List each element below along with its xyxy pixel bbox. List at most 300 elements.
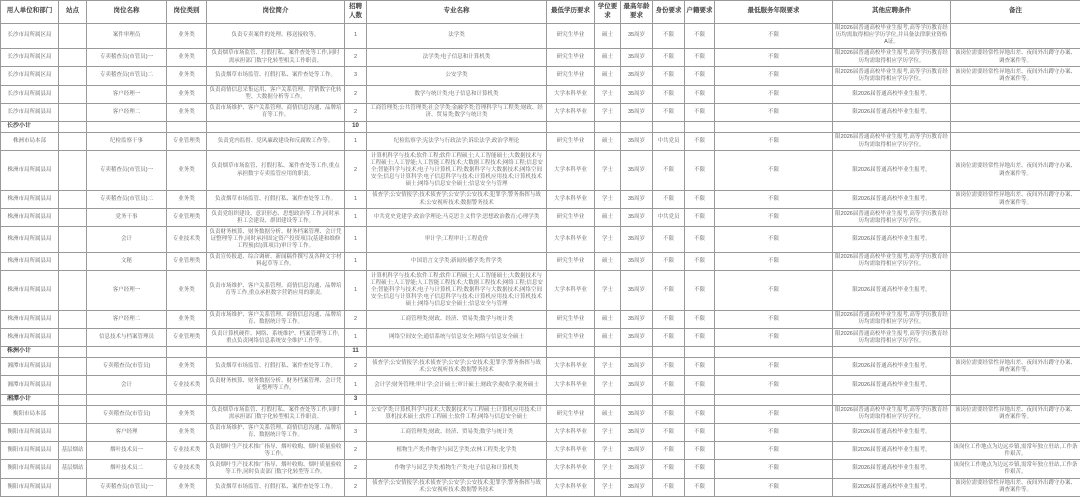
cell-min_education: 研究生毕业 [547, 132, 595, 150]
cell-hukou: 不限 [685, 151, 715, 191]
cell-position: 专卖稽查员(市管员) [87, 358, 167, 376]
cell-max_age: 35周岁 [621, 252, 653, 270]
cell-category: 专业技术类 [167, 460, 207, 478]
cell-category: 业务类 [167, 190, 207, 208]
cell-remarks [951, 132, 1080, 150]
table-row [1, 209, 1080, 227]
cell-hukou: 不限 [685, 67, 715, 85]
cell-majors: 作物学与园艺学类;植物生产类;电子信息和计算机类 [367, 460, 547, 478]
cell-majors: 侦查学;公安情报学;技术侦查学;公安学;公安技术;犯罪学;警务指挥与战术;公安视听技术;数据警务技术 [367, 358, 547, 376]
cell-min_service [715, 122, 833, 133]
cell-station [59, 358, 87, 376]
cell-station [59, 405, 87, 423]
cell-max_age: 35周岁 [621, 271, 653, 311]
cell-category: 业务类 [167, 358, 207, 376]
cell-max_age: 35周岁 [621, 190, 653, 208]
cell-other_conditions: 限2026届普通高校毕业生报考。 [833, 227, 951, 252]
cell-majors: 公安学类;计算机科学与技术;大数据技术与工程硕士;计算机应用技术;计算机技术硕士;软件工程硕士;软件工程;网络与信息安全硕士 [367, 405, 547, 423]
cell-category: 业务类 [167, 67, 207, 85]
cell-degree: 硕士 [595, 132, 621, 150]
cell-category: 专业技术类 [167, 442, 207, 460]
cell-majors: 工商管理类;公共管理类;社会学类;金融学类;管理科学与工程类;财政、经济、贸易类;数学与统计类 [367, 103, 547, 121]
cell-count: 10 [345, 122, 367, 133]
cell-remarks: 该岗位需要经常性异地出差、夜间外出蹲守办案、调查案件等。 [951, 405, 1080, 423]
col-header-majors: 专业名称 [367, 1, 547, 24]
cell-category: 专业管理类 [167, 132, 207, 150]
cell-station [59, 227, 87, 252]
cell-count: 1 [345, 376, 367, 394]
cell-position: 会计 [87, 227, 167, 252]
cell-degree [595, 122, 621, 133]
cell-position: 案件审理员 [87, 23, 167, 48]
cell-remarks [951, 252, 1080, 270]
cell-position [87, 347, 167, 358]
cell-remarks [951, 103, 1080, 121]
cell-min_education [547, 347, 595, 358]
cell-count: 3 [345, 394, 367, 405]
cell-intro: 负责党组织建设、意识形态、思想政治等工作,同时承担工会建设、群团建设等工作。 [207, 209, 345, 227]
cell-min_service: 不限 [715, 271, 833, 311]
cell-min_service: 不限 [715, 85, 833, 103]
cell-other_conditions: 限2026届普通高校毕业生报考。 [833, 442, 951, 460]
cell-min_education: 大学本科毕业 [547, 227, 595, 252]
cell-other_conditions: 限2026届普通高校毕业生报考。 [833, 376, 951, 394]
cell-other_conditions: 限2026届普通高校毕业生报考。 [833, 271, 951, 311]
cell-count: 2 [345, 478, 367, 496]
cell-other_conditions: 限2026届普通高校毕业生报考,高等学历教育经历均需取得相应学历学位。 [833, 67, 951, 85]
cell-degree: 硕士 [595, 405, 621, 423]
cell-identity: 不限 [653, 358, 685, 376]
cell-max_age: 35周岁 [621, 358, 653, 376]
cell-position: 信息技术与档案管理员 [87, 329, 167, 347]
cell-unit: 湘潭市局所属县局 [1, 376, 59, 394]
cell-identity: 不限 [653, 67, 685, 85]
cell-hukou: 不限 [685, 358, 715, 376]
cell-min_service: 不限 [715, 209, 833, 227]
cell-identity: 中共党员 [653, 209, 685, 227]
cell-unit: 长沙市局所属区局 [1, 48, 59, 66]
cell-category: 业务类 [167, 151, 207, 191]
cell-position: 专卖稽查员(市管员) [87, 405, 167, 423]
cell-station [59, 329, 87, 347]
cell-intro: 负责烟草市场监管、打假打私、案件查处等工作,同时需承担部门数字化转型相关工作职责。 [207, 405, 345, 423]
cell-majors: 公安学类 [367, 67, 547, 85]
cell-station [59, 271, 87, 311]
cell-remarks: 该岗位需要经常性异地出差、夜间外出蹲守办案、调查案件等。 [951, 478, 1080, 496]
cell-min_education: 研究生毕业 [547, 329, 595, 347]
cell-majors: 中共党史党建学;政治学理论;马克思主义哲学;思想政治教育;心理学类 [367, 209, 547, 227]
cell-min_service: 不限 [715, 376, 833, 394]
cell-degree: 学士 [595, 442, 621, 460]
cell-intro: 负责商情信息采集运用、客户关系管理、营销数字化转型、大数据分析等工作。 [207, 85, 345, 103]
cell-intro: 负责烟草市场监管、打假打私、案件查处等工作。 [207, 190, 345, 208]
cell-max_age: 35周岁 [621, 405, 653, 423]
cell-unit: 株洲市局本部 [1, 132, 59, 150]
cell-degree [595, 394, 621, 405]
col-header-count: 招聘人数 [345, 1, 367, 24]
cell-position: 客户经理一 [87, 271, 167, 311]
cell-intro [207, 394, 345, 405]
cell-position: 党务干事 [87, 209, 167, 227]
cell-hukou: 不限 [685, 460, 715, 478]
cell-max_age: 35周岁 [621, 103, 653, 121]
col-header-identity: 身份要求 [653, 1, 685, 24]
cell-majors: 计算机科学与技术;软件工程;软件工程硕士;人工智能硕士;大数据技术与工程硕士;人工智能;人工智能工程技术;大数据工程技术;网络工程;信息安全;智能科学与技术;电子与计算机工程;数据科学与大数据技术;网络空间安全;信息与计算科学;电子信息科学与技术;计算机应用技术;计算机技术硕士;网络与信息安全硕士;信息安全与管理 [367, 151, 547, 191]
cell-category: 业务类 [167, 271, 207, 311]
table-row [1, 376, 1080, 394]
cell-min_education: 研究生毕业 [547, 252, 595, 270]
cell-identity: 不限 [653, 48, 685, 66]
cell-max_age: 35周岁 [621, 23, 653, 48]
cell-degree: 硕士 [595, 209, 621, 227]
cell-min_education: 大学本科毕业 [547, 460, 595, 478]
cell-degree: 学士 [595, 151, 621, 191]
cell-unit: 湘潭市局所属县局 [1, 358, 59, 376]
cell-unit: 长沙市局所属区局 [1, 67, 59, 85]
cell-unit: 衡阳市局本部 [1, 405, 59, 423]
cell-intro: 负责财务核算、财务数据分析、财务档案管理、会计凭证整理等工作。 [207, 376, 345, 394]
cell-min_education: 大学本科毕业 [547, 442, 595, 460]
cell-degree: 硕士 [595, 329, 621, 347]
cell-min_service: 不限 [715, 405, 833, 423]
cell-hukou: 不限 [685, 48, 715, 66]
cell-station [59, 132, 87, 150]
cell-station [59, 103, 87, 121]
table-row [1, 329, 1080, 347]
cell-unit: 湘潭小计 [1, 394, 59, 405]
cell-count: 1 [345, 132, 367, 150]
cell-other_conditions: 限2026届普通高校毕业生报考,高等学历教育经历均需取得相应学历学位。 [833, 48, 951, 66]
col-header-position: 岗位名称 [87, 1, 167, 24]
cell-position: 纪检监察干事 [87, 132, 167, 150]
cell-remarks [951, 122, 1080, 133]
cell-count: 1 [345, 329, 367, 347]
col-header-remarks: 备注 [951, 1, 1080, 24]
cell-hukou: 不限 [685, 271, 715, 311]
cell-remarks [951, 310, 1080, 328]
cell-intro: 负责市场维护、客户关系管理、商情信息沟通、品牌培育等工作。 [207, 103, 345, 121]
cell-min_service: 不限 [715, 132, 833, 150]
cell-hukou: 不限 [685, 405, 715, 423]
cell-majors: 工商管理类;财政、经济、贸易类;数学与统计类 [367, 423, 547, 441]
cell-intro: 负责市场维护、客户关系管理、商情信息沟通、品牌培育等工作,重点承担数字营销应用的职责。 [207, 271, 345, 311]
cell-intro: 负责烟叶生产技术推广指导、烟叶收购、烟叶质量验收等工作。 [207, 442, 345, 460]
cell-count: 2 [345, 442, 367, 460]
cell-unit: 株洲市局所属县局 [1, 310, 59, 328]
cell-identity: 不限 [653, 85, 685, 103]
cell-max_age: 35周岁 [621, 442, 653, 460]
cell-intro: 负责党内监督、党风廉政建设和反腐败工作等。 [207, 132, 345, 150]
cell-min_service: 不限 [715, 48, 833, 66]
cell-remarks [951, 227, 1080, 252]
cell-identity: 不限 [653, 310, 685, 328]
cell-count: 3 [345, 67, 367, 85]
cell-count: 1 [345, 209, 367, 227]
cell-hukou: 不限 [685, 376, 715, 394]
col-header-other-conditions: 其他应聘条件 [833, 1, 951, 24]
cell-min_service: 不限 [715, 358, 833, 376]
cell-unit: 株洲市局所属县局 [1, 329, 59, 347]
col-header-degree: 学位要求 [595, 1, 621, 24]
cell-intro: 负责宣传报道、综合调研、新闻稿件撰写及各种文字材料起草等工作。 [207, 252, 345, 270]
cell-intro: 负责烟草市场监管、打假打私、案件查处等工作。 [207, 478, 345, 496]
cell-max_age: 35周岁 [621, 85, 653, 103]
col-header-max-age: 最高年龄要求 [621, 1, 653, 24]
cell-count: 11 [345, 347, 367, 358]
cell-identity: 不限 [653, 460, 685, 478]
cell-category [167, 122, 207, 133]
table-row [1, 23, 1080, 48]
cell-majors: 纪检监察学;宪法学与行政法学;诉讼法学;政治学理论 [367, 132, 547, 150]
cell-degree: 硕士 [595, 48, 621, 66]
cell-intro: 负责烟草市场监管、打假打私、案件查处等工作。 [207, 358, 345, 376]
table-row [1, 227, 1080, 252]
cell-min_education [547, 394, 595, 405]
cell-position: 客户经理二 [87, 103, 167, 121]
cell-min_education: 大学本科毕业 [547, 376, 595, 394]
cell-remarks [951, 376, 1080, 394]
col-header-hukou: 户籍要求 [685, 1, 715, 24]
cell-identity [653, 394, 685, 405]
cell-min_education: 大学本科毕业 [547, 85, 595, 103]
cell-category: 业务类 [167, 23, 207, 48]
cell-other_conditions: 限2026届普通高校毕业生报考。 [833, 151, 951, 191]
cell-hukou: 不限 [685, 227, 715, 252]
cell-min_service: 不限 [715, 478, 833, 496]
col-header-station: 站点 [59, 1, 87, 24]
cell-remarks [951, 23, 1080, 48]
cell-position: 专卖稽查员(市管员)二 [87, 67, 167, 85]
cell-identity: 不限 [653, 271, 685, 311]
cell-other_conditions: 限2026届普通高校毕业生报考。 [833, 358, 951, 376]
col-header-unit: 用人单位和部门 [1, 1, 59, 24]
cell-max_age: 35周岁 [621, 48, 653, 66]
cell-degree: 学士 [595, 271, 621, 311]
cell-count: 2 [345, 48, 367, 66]
cell-remarks [951, 423, 1080, 441]
cell-degree: 学士 [595, 460, 621, 478]
cell-unit: 长沙市局所属县局 [1, 85, 59, 103]
cell-degree: 学士 [595, 103, 621, 121]
table-row [1, 103, 1080, 121]
cell-intro: 负责市场维护、客户关系管理、商情信息沟通、品牌培育、数据统计等工作。 [207, 310, 345, 328]
cell-majors: 数学与统计类;电子信息和计算机类 [367, 85, 547, 103]
cell-min_service: 不限 [715, 252, 833, 270]
cell-station [59, 478, 87, 496]
cell-hukou: 不限 [685, 190, 715, 208]
cell-min_service: 不限 [715, 151, 833, 191]
cell-degree: 硕士 [595, 67, 621, 85]
cell-majors [367, 122, 547, 133]
cell-majors: 侦查学;公安情报学;技术侦查学;公安学;公安技术;犯罪学;警务指挥与战术;公安视听技术;数据警务技术 [367, 478, 547, 496]
cell-identity: 不限 [653, 252, 685, 270]
cell-max_age: 35周岁 [621, 209, 653, 227]
cell-remarks: 该岗位需要经常性异地出差、夜间外出蹲守办案、调查案件等。 [951, 48, 1080, 66]
cell-min_education: 大学本科毕业 [547, 478, 595, 496]
cell-degree: 学士 [595, 423, 621, 441]
cell-hukou: 不限 [685, 423, 715, 441]
cell-degree: 学士 [595, 227, 621, 252]
cell-category [167, 347, 207, 358]
cell-degree: 硕士 [595, 310, 621, 328]
table-row [1, 478, 1080, 496]
cell-identity: 中共党员 [653, 132, 685, 150]
cell-degree: 学士 [595, 478, 621, 496]
cell-other_conditions: 限2026届普通高校毕业生报考,高等学历教育经历均需取得相应学历学位。 [833, 405, 951, 423]
cell-identity [653, 122, 685, 133]
cell-max_age: 35周岁 [621, 478, 653, 496]
cell-other_conditions: 限2026届普通高校毕业生报考,高等学历教育经历均需取得相应学历学位,并具备法律职业资格A证。 [833, 23, 951, 48]
cell-min_service [715, 394, 833, 405]
cell-identity: 不限 [653, 442, 685, 460]
cell-station [59, 85, 87, 103]
cell-remarks: 该岗位需要经常性异地出差、夜间外出蹲守办案、调查案件等。 [951, 358, 1080, 376]
cell-station [59, 423, 87, 441]
cell-station [59, 209, 87, 227]
cell-position: 专卖稽查员(市管员)一 [87, 151, 167, 191]
table-row [1, 358, 1080, 376]
cell-min_service: 不限 [715, 423, 833, 441]
cell-hukou: 不限 [685, 209, 715, 227]
cell-hukou [685, 122, 715, 133]
cell-hukou: 不限 [685, 329, 715, 347]
cell-remarks [951, 271, 1080, 311]
cell-unit: 长沙小计 [1, 122, 59, 133]
cell-min_education: 大学本科毕业 [547, 190, 595, 208]
table-row [1, 151, 1080, 191]
cell-intro: 负责计算机硬件、网络、系统维护、档案管理等工作,重点负责网络信息系统安全维护工作等。 [207, 329, 345, 347]
cell-remarks: 该岗位需要经常性异地出差、夜间外出蹲守办案、调查案件等。 [951, 190, 1080, 208]
cell-intro: 负责烟叶生产技术推广指导、烟叶收购、烟叶质量验收等工作,同时负责部门数字化转型等工作。 [207, 460, 345, 478]
cell-identity [653, 347, 685, 358]
subtotal-row [1, 122, 1080, 133]
subtotal-row [1, 394, 1080, 405]
cell-other_conditions: 限2026届普通高校毕业生报考,高等学历教育经历均需取得相应学历学位。 [833, 132, 951, 150]
cell-unit: 株洲市局所属县局 [1, 252, 59, 270]
cell-unit: 衡阳市局所属县局 [1, 460, 59, 478]
cell-identity: 不限 [653, 190, 685, 208]
table-row [1, 85, 1080, 103]
cell-min_service: 不限 [715, 442, 833, 460]
cell-min_education: 研究生毕业 [547, 310, 595, 328]
cell-count: 2 [345, 103, 367, 121]
cell-category [167, 394, 207, 405]
cell-hukou: 不限 [685, 310, 715, 328]
cell-intro: 负责专卖案件的处理、移送接收等。 [207, 23, 345, 48]
cell-remarks [951, 85, 1080, 103]
cell-count: 1 [345, 271, 367, 311]
cell-majors: 会计学;财务管理;审计学;会计硕士;审计硕士;财政学;税收学;税务硕士 [367, 376, 547, 394]
cell-degree: 学士 [595, 85, 621, 103]
cell-count: 3 [345, 423, 367, 441]
cell-majors: 植物生产类;作物学与园艺学类;农林工程类;化学类 [367, 442, 547, 460]
cell-count: 2 [345, 460, 367, 478]
cell-other_conditions: 限2026届普通高校毕业生报考。 [833, 103, 951, 121]
cell-hukou: 不限 [685, 103, 715, 121]
cell-majors: 网络空间安全;通信系统与信息安全;网络与信息安全硕士 [367, 329, 547, 347]
cell-category: 业务类 [167, 310, 207, 328]
cell-hukou: 不限 [685, 85, 715, 103]
subtotal-row [1, 347, 1080, 358]
cell-degree: 硕士 [595, 23, 621, 48]
header-row [1, 1, 1080, 24]
cell-other_conditions: 限2026届普通高校毕业生报考,高等学历教育经历均需取得相应学历学位。 [833, 310, 951, 328]
cell-identity: 不限 [653, 227, 685, 252]
cell-unit: 株洲市局所属县局 [1, 227, 59, 252]
cell-remarks: 该岗位工作地点为边远乡镇,需常年独立驻站,工作条件艰苦。 [951, 460, 1080, 478]
cell-unit: 株洲市局所属县局 [1, 271, 59, 311]
cell-category: 业务类 [167, 423, 207, 441]
table-row [1, 460, 1080, 478]
cell-min_education: 研究生毕业 [547, 23, 595, 48]
table-row [1, 271, 1080, 311]
cell-min_education: 研究生毕业 [547, 209, 595, 227]
cell-identity: 不限 [653, 23, 685, 48]
cell-other_conditions: 限2026届普通高校毕业生报考,高等学历教育经历均需取得相应学历学位。 [833, 329, 951, 347]
table-row [1, 310, 1080, 328]
table-row [1, 423, 1080, 441]
cell-degree [595, 347, 621, 358]
cell-category: 专业技术类 [167, 376, 207, 394]
cell-max_age: 35周岁 [621, 460, 653, 478]
cell-position: 烟叶技术员一 [87, 442, 167, 460]
cell-max_age: 35周岁 [621, 423, 653, 441]
cell-remarks: 该岗位工作地点为边远乡镇,需常年独立驻站,工作条件艰苦。 [951, 442, 1080, 460]
cell-min_education: 大学本科毕业 [547, 423, 595, 441]
cell-count: 1 [345, 252, 367, 270]
cell-majors: 审计学;工程审计;工程造价 [367, 227, 547, 252]
cell-count: 1 [345, 227, 367, 252]
cell-station [59, 347, 87, 358]
cell-other_conditions: 限2026届普通高校毕业生报考。 [833, 190, 951, 208]
cell-min_education: 研究生毕业 [547, 405, 595, 423]
cell-unit: 衡阳市局所属县局 [1, 423, 59, 441]
cell-identity: 不限 [653, 478, 685, 496]
cell-identity: 不限 [653, 405, 685, 423]
cell-count: 1 [345, 190, 367, 208]
cell-remarks: 该岗位需要经常性异地出差、夜间外出蹲守办案、调查案件等。 [951, 151, 1080, 191]
cell-position: 专卖稽查员(市管员)一 [87, 478, 167, 496]
cell-unit: 长沙市局所属县局 [1, 103, 59, 121]
cell-other_conditions [833, 122, 951, 133]
cell-identity: 不限 [653, 151, 685, 191]
cell-position: 客户经理二 [87, 310, 167, 328]
cell-hukou: 不限 [685, 442, 715, 460]
cell-hukou: 不限 [685, 132, 715, 150]
cell-hukou: 不限 [685, 23, 715, 48]
cell-majors [367, 347, 547, 358]
cell-intro: 负责烟草市场监管、打假打私、案件查处等工作,同时需承担部门数字化转型相关工作职责。 [207, 48, 345, 66]
cell-category: 业务类 [167, 103, 207, 121]
cell-max_age: 35周岁 [621, 310, 653, 328]
cell-remarks [951, 209, 1080, 227]
cell-intro: 负责烟草市场监管、打假打私、案件查处等工作,重点承担数字专卖监管应用的职责。 [207, 151, 345, 191]
cell-remarks [951, 347, 1080, 358]
cell-max_age: 35周岁 [621, 132, 653, 150]
cell-max_age: 35周岁 [621, 151, 653, 191]
col-header-min-service: 最低服务年限要求 [715, 1, 833, 24]
cell-other_conditions: 限2026届普通高校毕业生报考,高等学历教育经历均需取得相应学历学位。 [833, 252, 951, 270]
cell-station [59, 67, 87, 85]
cell-position: 烟叶技术员二 [87, 460, 167, 478]
cell-remarks: 该岗位需要经常性异地出差、夜间外出蹲守办案、调查案件等。 [951, 67, 1080, 85]
cell-station [59, 376, 87, 394]
table-row [1, 252, 1080, 270]
table-header [1, 1, 1080, 24]
cell-min_education: 大学本科毕业 [547, 151, 595, 191]
cell-remarks [951, 329, 1080, 347]
cell-station: 基层烟站 [59, 460, 87, 478]
